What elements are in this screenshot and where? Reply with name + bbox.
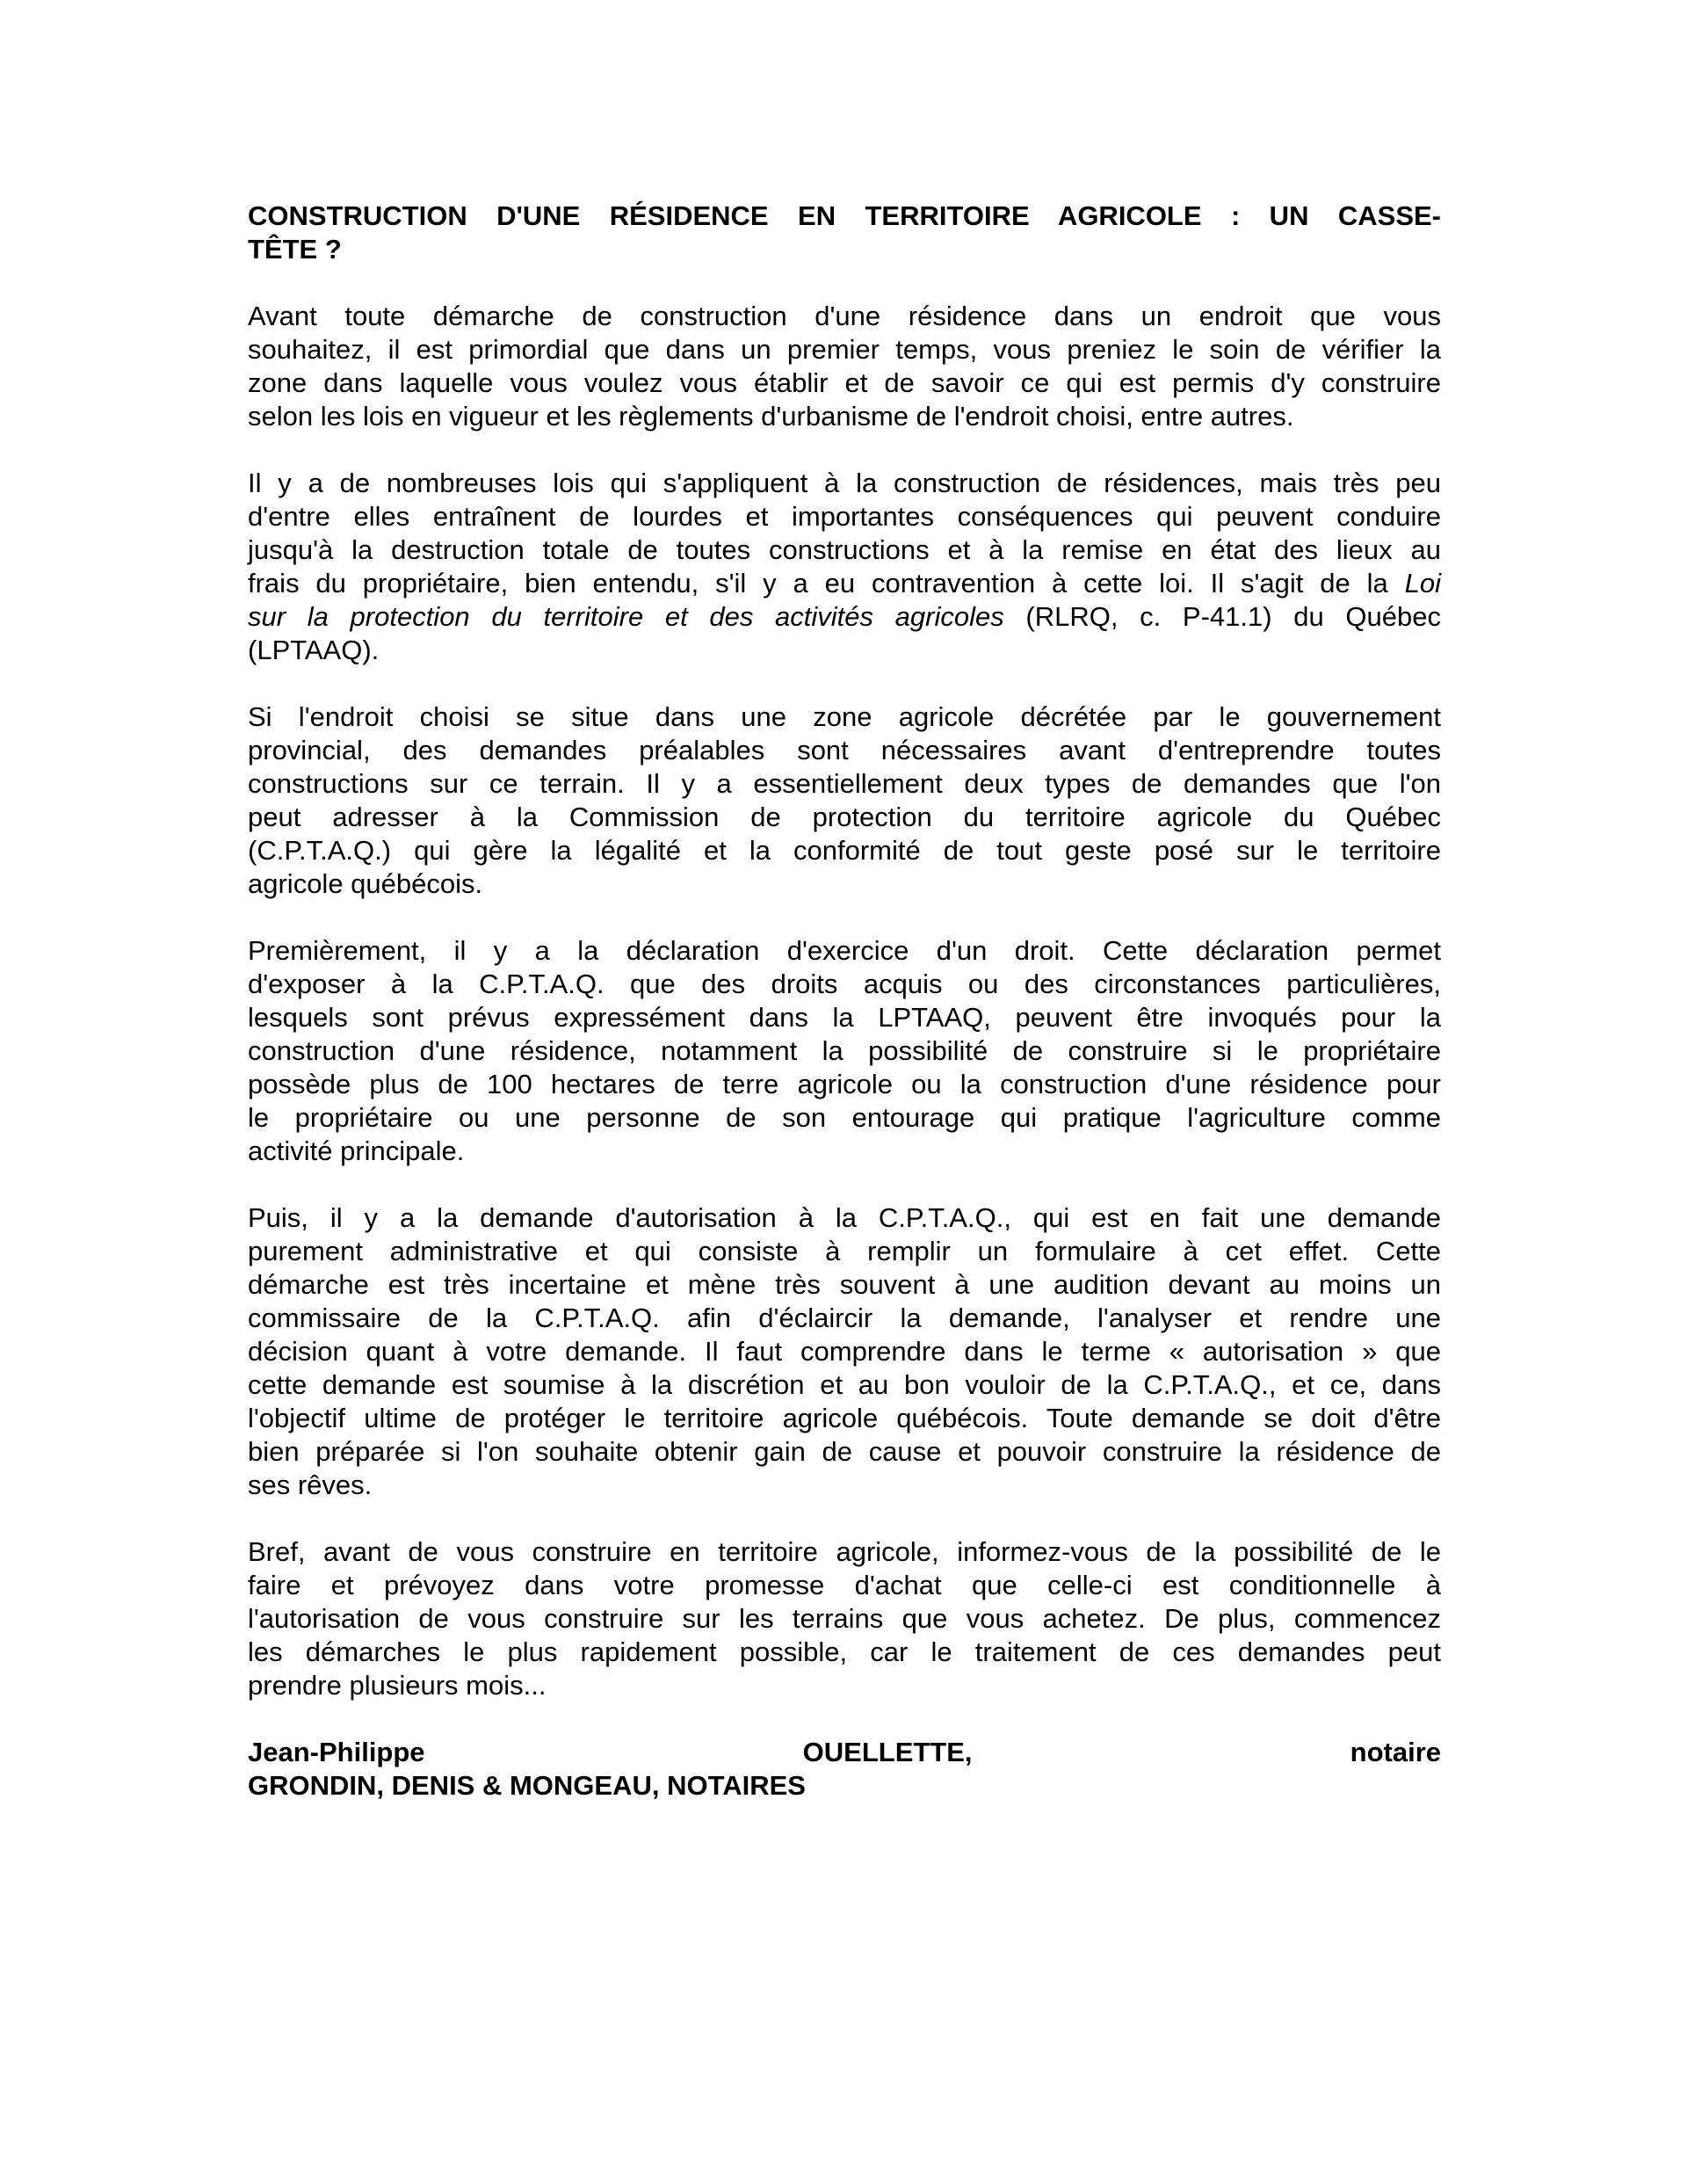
paragraph-line: peut adresser à la Commission de protection du territoire agricole du Québec bbox=[248, 802, 1441, 832]
paragraph-line: Il y a de nombreuses lois qui s'appliquent à la construction de résidences, mais très peu bbox=[248, 468, 1441, 498]
paragraph bbox=[248, 300, 1441, 433]
paragraph-line: zone dans laquelle vous voulez vous établir et de savoir ce qui est permis d'y construire bbox=[248, 367, 1441, 398]
paragraph-line: construction d'une résidence, notamment la possibilité de construire si le propriétaire bbox=[248, 1035, 1441, 1066]
paragraph-line: d'exposer à la C.P.T.A.Q. que des droits acquis ou des circonstances particulières, bbox=[248, 969, 1441, 999]
law-title-italic: Loi bbox=[1404, 568, 1441, 599]
paragraph-line: agricole québécois. bbox=[248, 868, 483, 899]
signature-line: GRONDIN, DENIS & MONGEAU, NOTAIRES bbox=[248, 1770, 806, 1801]
paragraph-line: bien préparée si l'on souhaite obtenir gain de cause et pouvoir construire la résidence de bbox=[248, 1436, 1441, 1467]
paragraph-line: commissaire de la C.P.T.A.Q. afin d'éclaircir la demande, l'analyser et rendre une bbox=[248, 1302, 1441, 1333]
paragraph-line: lesquels sont prévus expressément dans la LPTAAQ, peuvent être invoqués pour la bbox=[248, 1002, 1441, 1033]
document-title bbox=[248, 200, 1441, 266]
paragraph-line: démarche est très incertaine et mène très souvent à une audition devant au moins un bbox=[248, 1269, 1441, 1300]
paragraph-line: ses rêves. bbox=[248, 1469, 373, 1500]
text-segment: (RLRQ, c. P-41.1) du Québec bbox=[1003, 601, 1441, 632]
paragraph-line: (C.P.T.A.Q.) qui gère la légalité et la conformité de tout geste posé sur le territoire bbox=[248, 835, 1441, 866]
paragraph-line: Bref, avant de vous construire en territoire agricole, informez-vous de la possibilité de le bbox=[248, 1536, 1441, 1567]
paragraph bbox=[248, 934, 1441, 1168]
paragraph-line: possède plus de 100 hectares de terre agricole ou la construction d'une résidence pour bbox=[248, 1069, 1441, 1099]
paragraph bbox=[248, 1201, 1441, 1502]
signature-block bbox=[248, 1736, 1441, 1803]
paragraph-line: Premièrement, il y a la déclaration d'exercice d'un droit. Cette déclaration permet bbox=[248, 935, 1441, 966]
paragraph-line bbox=[248, 567, 1441, 600]
title-line: CONSTRUCTION D'UNE RÉSIDENCE EN TERRITOIRE AGRICOLE : UN CASSE- bbox=[248, 200, 1441, 231]
paragraph-line: activité principale. bbox=[248, 1136, 465, 1166]
document-page bbox=[248, 200, 1441, 1836]
paragraph-line: prendre plusieurs mois... bbox=[248, 1670, 547, 1701]
paragraph-line: Puis, il y a la demande d'autorisation à la C.P.T.A.Q., qui est en fait une demande bbox=[248, 1202, 1441, 1233]
paragraph-line: le propriétaire ou une personne de son entourage qui pratique l'agriculture comme bbox=[248, 1102, 1441, 1133]
paragraph-line: provincial, des demandes préalables sont nécessaires avant d'entreprendre toutes bbox=[248, 735, 1441, 765]
paragraph bbox=[248, 1535, 1441, 1702]
paragraph bbox=[248, 700, 1441, 901]
text-segment: frais du propriétaire, bien entendu, s'il y a eu contravention à cette loi. Il s'agit de la bbox=[248, 568, 1405, 599]
paragraph-line: les démarches le plus rapidement possible, car le traitement de ces demandes peut bbox=[248, 1636, 1441, 1667]
paragraph-line: l'autorisation de vous construire sur les terrains que vous achetez. De plus, commencez bbox=[248, 1603, 1441, 1634]
paragraph-line: souhaitez, il est primordial que dans un premier temps, vous preniez le soin de vérifier la bbox=[248, 334, 1441, 365]
signature-line: Jean-Philippe OUELLETTE, notaire bbox=[248, 1737, 1441, 1767]
paragraph-line: cette demande est soumise à la discrétion et au bon vouloir de la C.P.T.A.Q., et ce, dans bbox=[248, 1369, 1441, 1400]
paragraph-line: d'entre elles entraînent de lourdes et importantes conséquences qui peuvent conduire bbox=[248, 501, 1441, 532]
paragraph-line: l'objectif ultime de protéger le territoire agricole québécois. Toute demande se doit d'être bbox=[248, 1403, 1441, 1433]
paragraph-line: Si l'endroit choisi se situe dans une zone agricole décrétée par le gouvernement bbox=[248, 701, 1441, 732]
paragraph-line: (LPTAAQ). bbox=[248, 635, 380, 665]
paragraph-line: selon les lois en vigueur et les règlements d'urbanisme de l'endroit choisi, entre autres. bbox=[248, 401, 1294, 432]
paragraph bbox=[248, 467, 1441, 667]
paragraph-line: constructions sur ce terrain. Il y a essentiellement deux types de demandes que l'on bbox=[248, 768, 1441, 799]
paragraph-line: faire et prévoyez dans votre promesse d'achat que celle-ci est conditionnelle à bbox=[248, 1570, 1441, 1600]
paragraph-line: décision quant à votre demande. Il faut comprendre dans le terme « autorisation » que bbox=[248, 1336, 1441, 1367]
paragraph-line: purement administrative et qui consiste à remplir un formulaire à cet effet. Cette bbox=[248, 1236, 1441, 1266]
title-line: TÊTE ? bbox=[248, 234, 342, 265]
document-body bbox=[248, 300, 1441, 1702]
paragraph-line bbox=[248, 600, 1441, 634]
law-title-italic: sur la protection du territoire et des activités agricoles bbox=[248, 601, 1004, 632]
paragraph-line: Avant toute démarche de construction d'une résidence dans un endroit que vous bbox=[248, 301, 1441, 331]
paragraph-line: jusqu'à la destruction totale de toutes constructions et à la remise en état des lieux au bbox=[248, 534, 1441, 565]
